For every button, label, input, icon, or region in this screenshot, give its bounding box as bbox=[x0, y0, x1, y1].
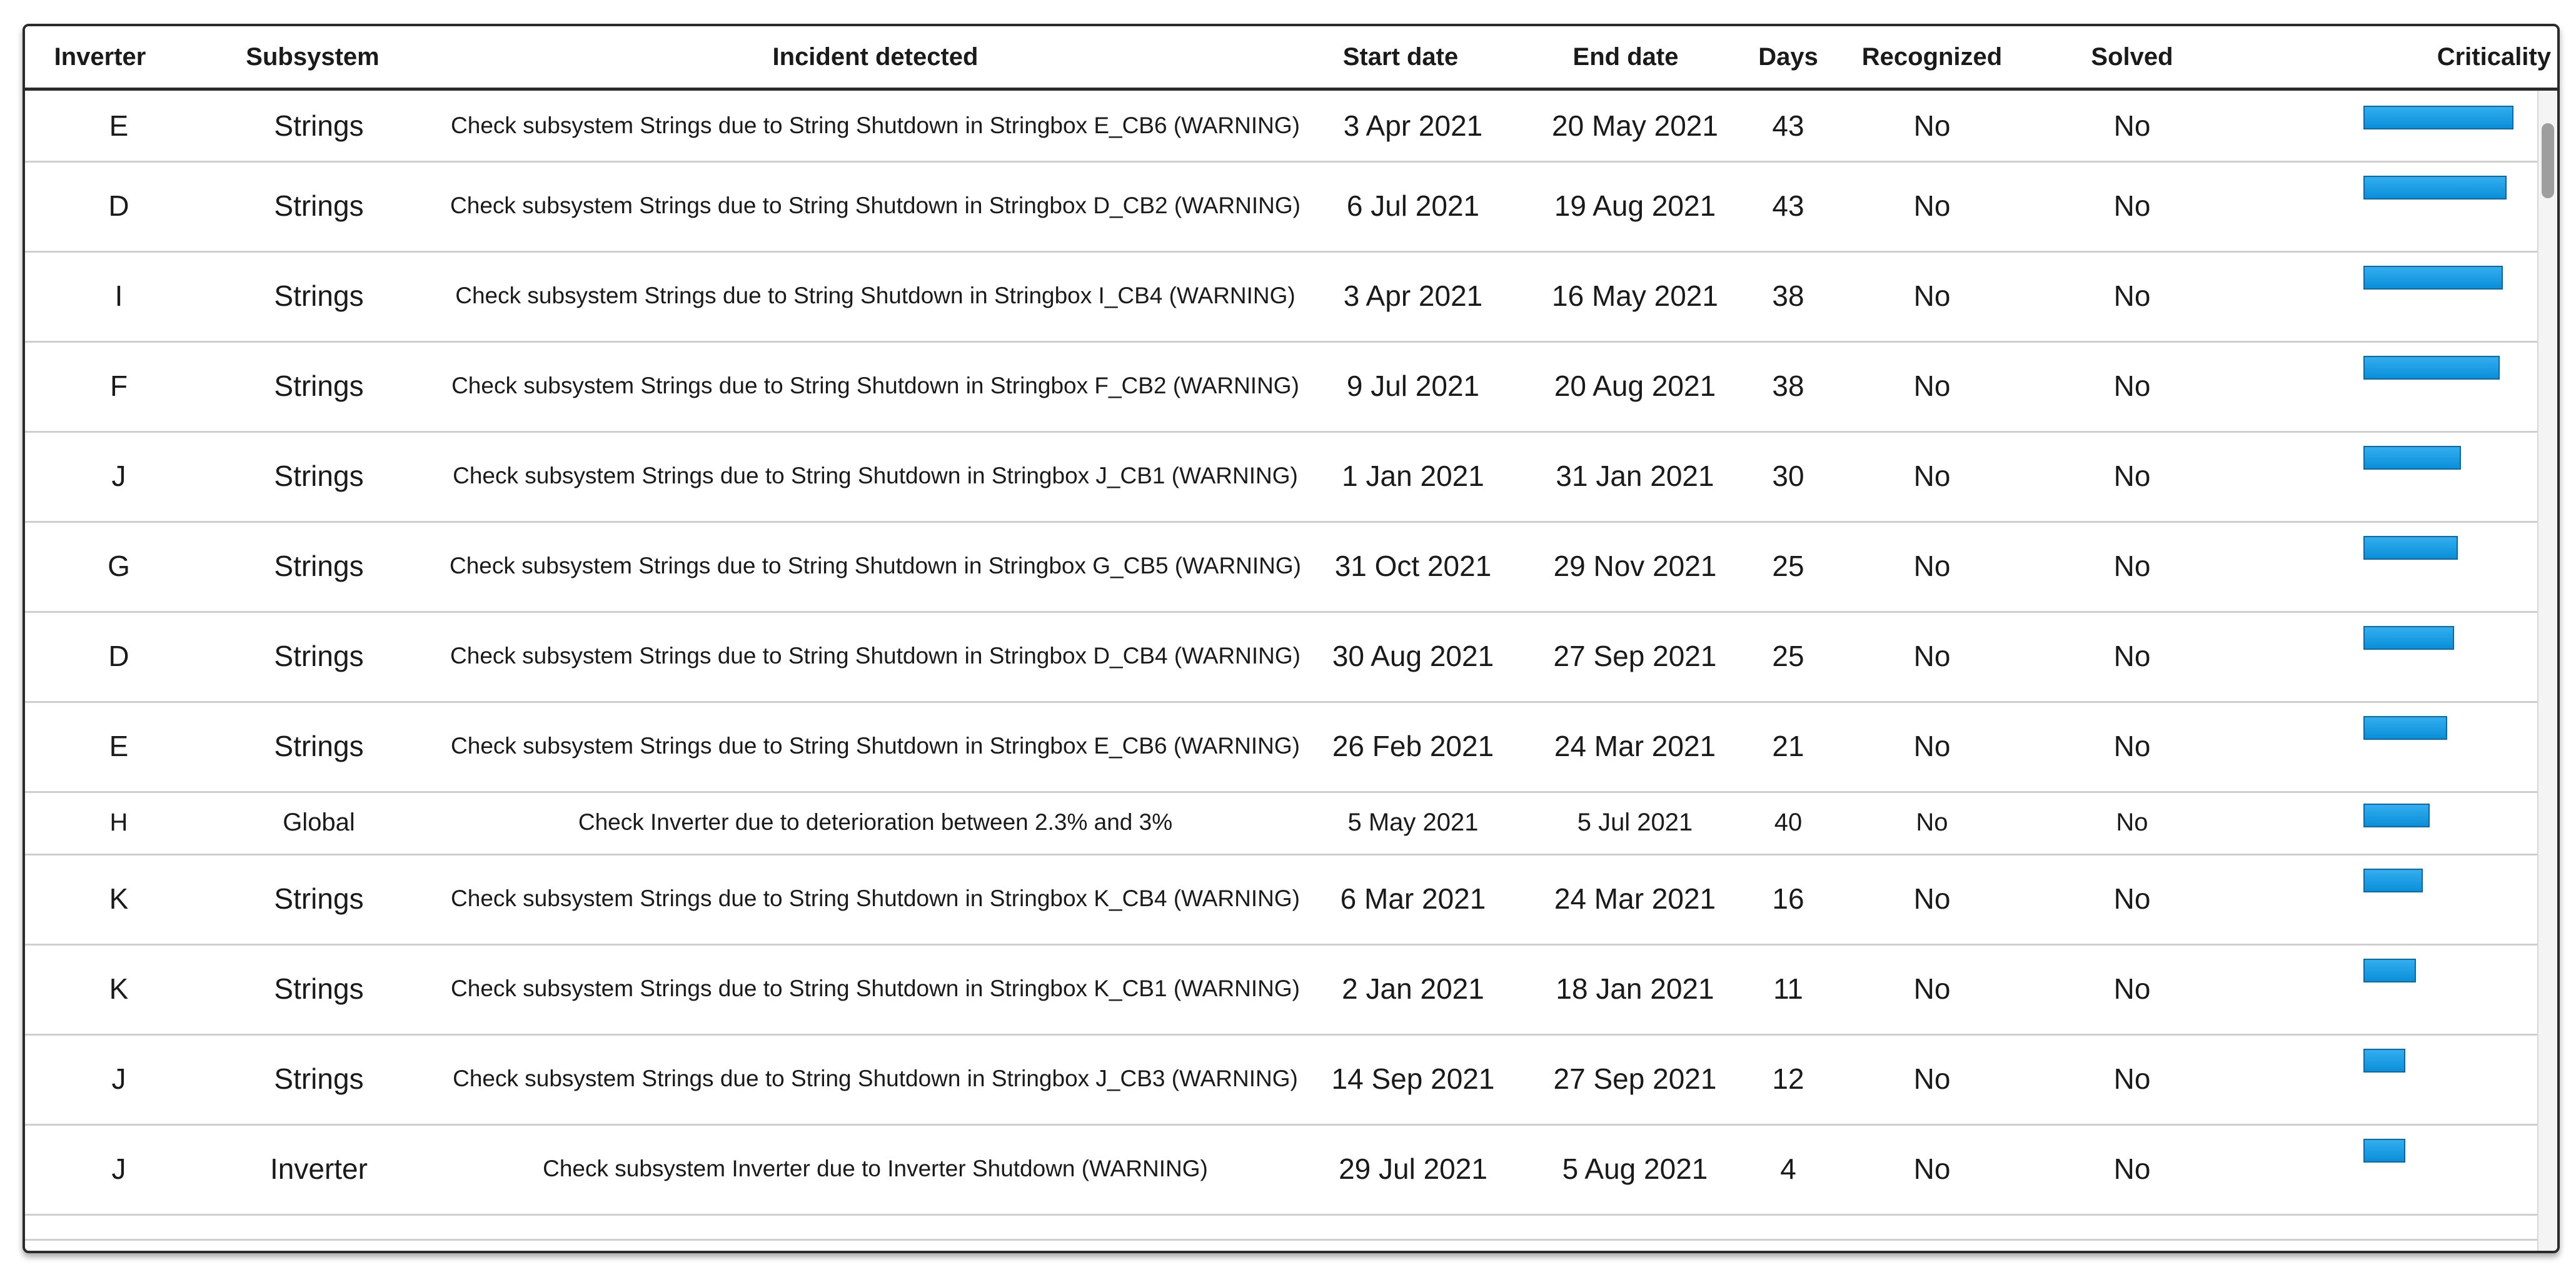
cell-start: 2 Jan 2021 bbox=[1342, 972, 1484, 1005]
criticality-bar bbox=[2363, 536, 2458, 560]
cell-recognized: No bbox=[1913, 550, 1951, 582]
cell-recognized: No bbox=[1913, 370, 1951, 402]
header-recognized[interactable]: Recognized bbox=[1861, 43, 2003, 71]
cell-days: 38 bbox=[1772, 370, 1804, 402]
cell-subsystem: Strings bbox=[274, 280, 364, 312]
header-criticality[interactable]: Criticality bbox=[2437, 43, 2551, 71]
cell-start: 31 Oct 2021 bbox=[1334, 550, 1492, 582]
cell-inverter: J bbox=[111, 1153, 126, 1185]
cell-end: 18 Jan 2021 bbox=[1556, 972, 1714, 1005]
header-inverter[interactable]: Inverter bbox=[54, 43, 146, 71]
cell-incident: Check subsystem Strings due to String Shutdown in Stringbox K_CB4 (WARNING) bbox=[451, 886, 1300, 911]
table-row[interactable] bbox=[25, 161, 2538, 253]
cell-end: 24 Mar 2021 bbox=[1554, 730, 1716, 762]
criticality-bar bbox=[2363, 716, 2447, 740]
cell-days: 12 bbox=[1772, 1063, 1804, 1095]
cell-solved: No bbox=[2113, 640, 2151, 672]
cell-start: 1 Jan 2021 bbox=[1342, 460, 1484, 492]
criticality-bar bbox=[2363, 804, 2430, 827]
cell-start: 5 May 2021 bbox=[1347, 808, 1479, 836]
scrollbar-thumb[interactable] bbox=[2542, 123, 2554, 198]
cell-solved: No bbox=[2113, 280, 2151, 312]
cell-incident: Check subsystem Strings due to String Shutdown in Stringbox J_CB1 (WARNING) bbox=[453, 463, 1298, 488]
cell-subsystem: Strings bbox=[274, 189, 364, 222]
cell-subsystem: Strings bbox=[274, 730, 364, 762]
cell-end: 27 Sep 2021 bbox=[1553, 1063, 1717, 1095]
vertical-scrollbar[interactable] bbox=[2537, 91, 2557, 1251]
cell-start: 6 Mar 2021 bbox=[1340, 882, 1486, 915]
table-row[interactable] bbox=[25, 854, 2538, 946]
criticality-bar bbox=[2363, 626, 2454, 650]
cell-solved: No bbox=[2113, 730, 2151, 762]
cell-incident: Check subsystem Strings due to String Shutdown in Stringbox J_CB3 (WARNING) bbox=[453, 1066, 1298, 1091]
table-row[interactable] bbox=[25, 1034, 2538, 1126]
cell-days: 21 bbox=[1772, 730, 1804, 762]
criticality-bar bbox=[2363, 1139, 2405, 1163]
cell-days: 43 bbox=[1772, 109, 1804, 142]
cell-days: 38 bbox=[1772, 280, 1804, 312]
cell-solved: No bbox=[2113, 370, 2151, 402]
cell-recognized: No bbox=[1913, 1153, 1951, 1185]
criticality-bar bbox=[2363, 959, 2416, 982]
criticality-bar bbox=[2363, 266, 2503, 290]
cell-days: 25 bbox=[1772, 640, 1804, 672]
cell-days: 43 bbox=[1772, 189, 1804, 222]
cell-subsystem: Strings bbox=[274, 1063, 364, 1095]
cell-end: 31 Jan 2021 bbox=[1556, 460, 1714, 492]
cell-solved: No bbox=[2113, 550, 2151, 582]
cell-recognized: No bbox=[1913, 730, 1951, 762]
header-end-date[interactable]: End date bbox=[1572, 43, 1679, 71]
criticality-bar bbox=[2363, 356, 2500, 380]
table-header bbox=[25, 26, 2557, 91]
cell-start: 30 Aug 2021 bbox=[1332, 640, 1494, 672]
table-row[interactable] bbox=[25, 91, 2538, 163]
cell-inverter: D bbox=[108, 640, 129, 672]
cell-subsystem: Strings bbox=[274, 550, 364, 582]
cell-end: 20 Aug 2021 bbox=[1554, 370, 1716, 402]
cell-start: 6 Jul 2021 bbox=[1346, 189, 1480, 222]
cell-days: 11 bbox=[1773, 972, 1803, 1005]
table-row[interactable] bbox=[25, 521, 2538, 613]
cell-solved: No bbox=[2113, 189, 2151, 222]
cell-incident: Check subsystem Strings due to String Shutdown in Stringbox D_CB4 (WARNING) bbox=[450, 643, 1301, 669]
cell-subsystem: Strings bbox=[274, 640, 364, 672]
incident-table-window bbox=[23, 24, 2560, 1253]
cell-end: 16 May 2021 bbox=[1552, 280, 1718, 312]
table-body bbox=[25, 91, 2538, 1251]
cell-start: 3 Apr 2021 bbox=[1343, 280, 1483, 312]
criticality-bar bbox=[2363, 446, 2461, 470]
cell-days: 40 bbox=[1774, 808, 1803, 836]
cell-recognized: No bbox=[1913, 189, 1951, 222]
cell-days: 30 bbox=[1772, 460, 1804, 492]
cell-start: 9 Jul 2021 bbox=[1346, 370, 1480, 402]
cell-recognized: No bbox=[1913, 109, 1951, 142]
cell-inverter: K bbox=[109, 882, 129, 915]
cell-incident: Check subsystem Strings due to String Shutdown in Stringbox I_CB4 (WARNING) bbox=[455, 283, 1296, 308]
cell-inverter: E bbox=[109, 109, 129, 142]
cell-subsystem: Global bbox=[283, 808, 355, 836]
cell-incident: Check subsystem Strings due to String Shutdown in Stringbox F_CB2 (WARNING) bbox=[451, 373, 1299, 398]
cell-recognized: No bbox=[1913, 640, 1951, 672]
cell-solved: No bbox=[2113, 1153, 2151, 1185]
cell-solved: No bbox=[2113, 972, 2151, 1005]
cell-incident: Check subsystem Strings due to String Shutdown in Stringbox K_CB1 (WARNING) bbox=[451, 976, 1300, 1001]
cell-end: 24 Mar 2021 bbox=[1554, 882, 1716, 915]
cell-end: 5 Aug 2021 bbox=[1562, 1153, 1708, 1185]
criticality-bar bbox=[2363, 1049, 2405, 1073]
cell-start: 29 Jul 2021 bbox=[1339, 1153, 1487, 1185]
cell-incident: Check subsystem Strings due to String Shutdown in Stringbox E_CB6 (WARNING) bbox=[451, 113, 1300, 138]
cell-subsystem: Inverter bbox=[270, 1153, 368, 1185]
cell-solved: No bbox=[2113, 109, 2151, 142]
table-row[interactable] bbox=[25, 701, 2538, 793]
cell-incident: Check Inverter due to deterioration between 2.3% and 3% bbox=[578, 809, 1173, 835]
cell-days: 25 bbox=[1772, 550, 1804, 582]
cell-inverter: K bbox=[109, 972, 129, 1005]
cell-subsystem: Strings bbox=[274, 972, 364, 1005]
cell-recognized: No bbox=[1913, 280, 1951, 312]
cell-start: 3 Apr 2021 bbox=[1343, 109, 1483, 142]
cell-inverter: J bbox=[111, 460, 126, 492]
cell-subsystem: Strings bbox=[274, 460, 364, 492]
table-row[interactable] bbox=[25, 944, 2538, 1036]
cell-days: 16 bbox=[1772, 882, 1804, 915]
cell-inverter: G bbox=[108, 550, 130, 582]
cell-incident: Check subsystem Strings due to String Shutdown in Stringbox G_CB5 (WARNING) bbox=[449, 553, 1301, 578]
cell-inverter: J bbox=[111, 1063, 126, 1095]
table-row[interactable] bbox=[25, 1124, 2538, 1216]
cell-end: 19 Aug 2021 bbox=[1554, 189, 1716, 222]
cell-inverter: E bbox=[109, 730, 129, 762]
cell-recognized: No bbox=[1916, 808, 1948, 836]
header-subsystem[interactable]: Subsystem bbox=[246, 43, 380, 71]
cell-recognized: No bbox=[1913, 1063, 1951, 1095]
cell-subsystem: Strings bbox=[274, 370, 364, 402]
cell-solved: No bbox=[2113, 882, 2151, 915]
cell-incident: Check subsystem Inverter due to Inverter Shutdown (WARNING) bbox=[543, 1156, 1208, 1181]
cell-solved: No bbox=[2116, 808, 2148, 836]
table-row[interactable] bbox=[25, 341, 2538, 433]
table-row[interactable] bbox=[25, 431, 2538, 523]
cell-subsystem: Strings bbox=[274, 882, 364, 915]
cell-recognized: No bbox=[1913, 972, 1951, 1005]
cell-inverter: I bbox=[114, 280, 123, 312]
cell-inverter: F bbox=[109, 370, 128, 402]
header-start-date[interactable]: Start date bbox=[1342, 43, 1459, 71]
cell-recognized: No bbox=[1913, 460, 1951, 492]
header-incident[interactable]: Incident detected bbox=[772, 43, 979, 71]
cell-inverter: H bbox=[109, 808, 128, 836]
header-solved[interactable]: Solved bbox=[2091, 43, 2173, 71]
cell-incident: Check subsystem Strings due to String Shutdown in Stringbox D_CB2 (WARNING) bbox=[450, 193, 1301, 218]
cell-inverter: D bbox=[108, 189, 129, 222]
cell-end: 27 Sep 2021 bbox=[1553, 640, 1717, 672]
cell-incident: Check subsystem Strings due to String Shutdown in Stringbox E_CB6 (WARNING) bbox=[451, 733, 1300, 759]
cell-days: 4 bbox=[1780, 1153, 1796, 1185]
cell-end: 5 Jul 2021 bbox=[1577, 808, 1693, 836]
cell-subsystem: Strings bbox=[274, 109, 364, 142]
table-row[interactable] bbox=[25, 791, 2538, 856]
cell-end: 20 May 2021 bbox=[1552, 109, 1718, 142]
cell-recognized: No bbox=[1913, 882, 1951, 915]
cell-solved: No bbox=[2113, 460, 2151, 492]
header-days[interactable]: Days bbox=[1758, 43, 1818, 71]
cell-start: 26 Feb 2021 bbox=[1332, 730, 1494, 762]
table-row[interactable] bbox=[25, 611, 2538, 703]
criticality-bar bbox=[2363, 176, 2507, 199]
cell-start: 14 Sep 2021 bbox=[1331, 1063, 1495, 1095]
criticality-bar bbox=[2363, 106, 2513, 129]
table-row[interactable] bbox=[25, 251, 2538, 343]
cell-end: 29 Nov 2021 bbox=[1553, 550, 1717, 582]
cell-solved: No bbox=[2113, 1063, 2151, 1095]
table-row-empty bbox=[25, 1214, 2538, 1241]
criticality-bar bbox=[2363, 869, 2423, 892]
